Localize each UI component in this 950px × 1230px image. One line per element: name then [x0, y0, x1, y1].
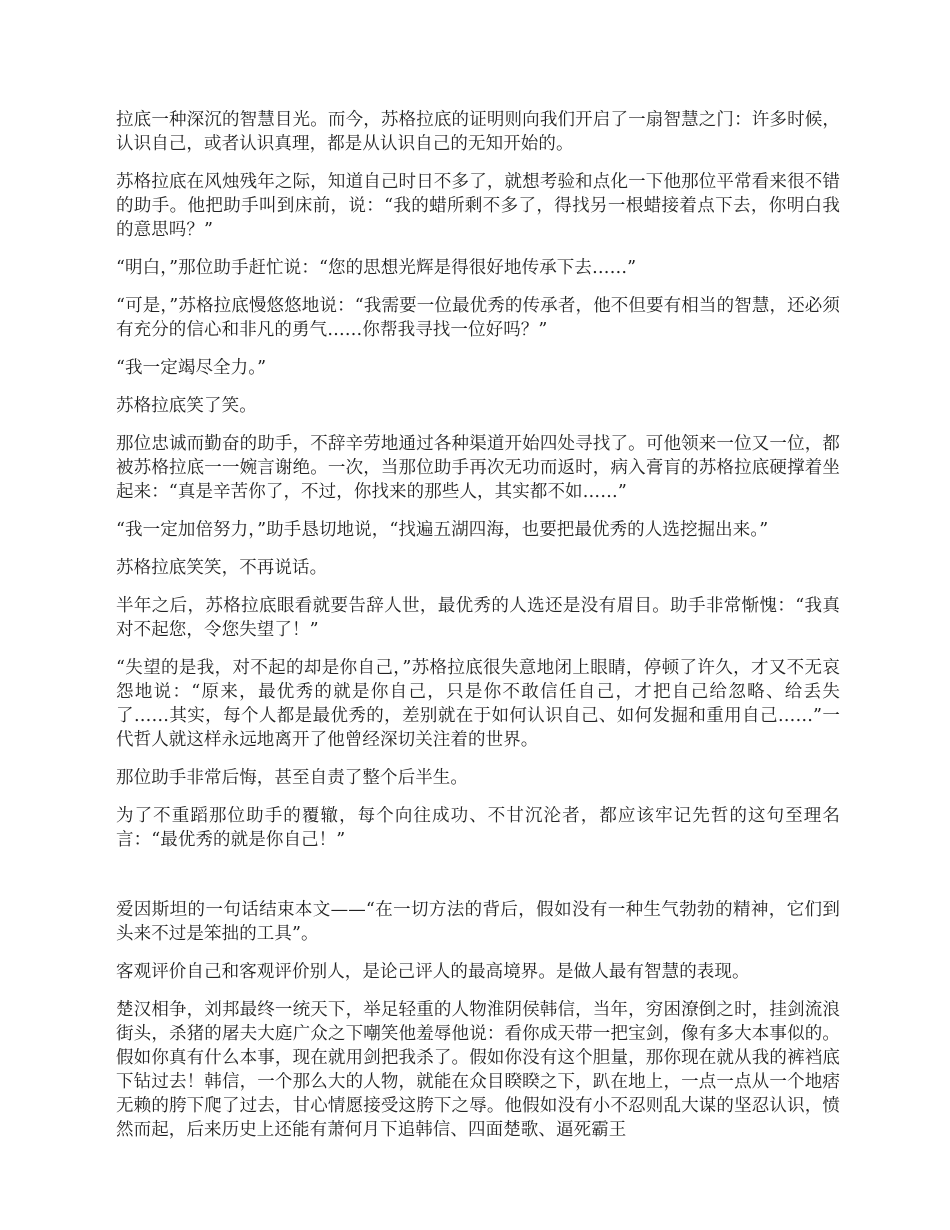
paragraph: “我一定竭尽全力。” [116, 358, 267, 378]
paragraph: “失望的是我，对不起的却是你自己，”苏格拉底很失意地闭上眼睛，停顿了许久，才又不无哀怨地说：“原来，最优秀的就是你自己，只是你不敢信任自己，才把自己给忽略、给丢失了……其实，每个人都是最优秀的，差别就在于如何认识自己、如何发掘和重用自己……”一代哲人就这样永远地离开了他曾经深切关注着的世界。 [116, 658, 840, 750]
paragraph: 爱因斯坦的一句话结束本文——“在一切方法的背后，假如没有一种生气勃勃的精神，它们到头来不过是笨拙的工具”。 [116, 900, 840, 944]
section-gap [116, 866, 840, 898]
paragraph: 苏格拉底笑笑，不再说话。 [116, 558, 328, 578]
paragraph: “可是，”苏格拉底慢悠悠地说：“我需要一位最优秀的传承者，他不但要有相当的智慧，还必须有充分的信心和非凡的勇气……你帮我寻找一位好吗？” [116, 296, 840, 340]
paragraph: “我一定加倍努力，”助手恳切地说，“找遍五湖四海，也要把最优秀的人选挖掘出来。” [116, 520, 769, 540]
paragraph: 客观评价自己和客观评价别人，是论己评人的最高境界。是做人最有智慧的表现。 [116, 962, 750, 982]
paragraph: 楚汉相争，刘邦最终一统天下，举足轻重的人物淮阴侯韩信，当年，穷困潦倒之时，挂剑流浪街头，杀猪的屠夫大庭广众之下嘲笑他羞辱他说：看你成天带一把宝剑，像有多大本事似的。假如你真有什么本事，现在就用剑把我杀了。假如你没有这个胆量，那你现在就从我的裤裆底下钻过去！韩信，一个那么大的人物，就能在众目睽睽之下，趴在地上，一点一点从一个地痞无赖的胯下爬了过去，甘心情愿接受这胯下之辱。他假如没有小不忍则乱大谋的坚忍认识，愤然而起，后来历史上还能有萧何月下追韩信、四面楚歌、逼死霸王 [116, 1000, 840, 1140]
paragraph: “明白，”那位助手赶忙说：“您的思想光辉是得很好地传承下去……” [116, 258, 637, 278]
paragraph: 苏格拉底笑了笑。 [116, 396, 257, 416]
paragraph: 那位助手非常后悔，甚至自责了整个后半生。 [116, 768, 468, 788]
paragraph: 拉底一种深沉的智慧目光。而今，苏格拉底的证明则向我们开启了一扇智慧之门：许多时候，认识自己，或者认识真理，都是从认识自己的无知开始的。 [116, 110, 840, 154]
paragraph: 那位忠诚而勤奋的助手，不辞辛劳地通过各种渠道开始四处寻找了。可他领来一位又一位，都被苏格拉底一一婉言谢绝。一次，当那位助手再次无功而返时，病入膏肓的苏格拉底硬撑着坐起来：“真是辛苦你了，不过，你找来的那些人，其实都不如……” [116, 434, 840, 502]
paragraph: 半年之后，苏格拉底眼看就要告辞人世，最优秀的人选还是没有眉目。助手非常惭愧：“我真对不起您，令您失望了！” [116, 596, 840, 640]
document-page [116, 108, 840, 1156]
paragraph: 为了不重蹈那位助手的覆辙，每个向往成功、不甘沉沦者，都应该牢记先哲的这句至理名言：“最优秀的就是你自己！” [116, 806, 840, 850]
paragraph: 苏格拉底在风烛残年之际，知道自己时日不多了，就想考验和点化一下他那位平常看来很不错的助手。他把助手叫到床前，说：“我的蜡所剩不多了，得找另一根蜡接着点下去，你明白我的意思吗？” [116, 172, 840, 240]
